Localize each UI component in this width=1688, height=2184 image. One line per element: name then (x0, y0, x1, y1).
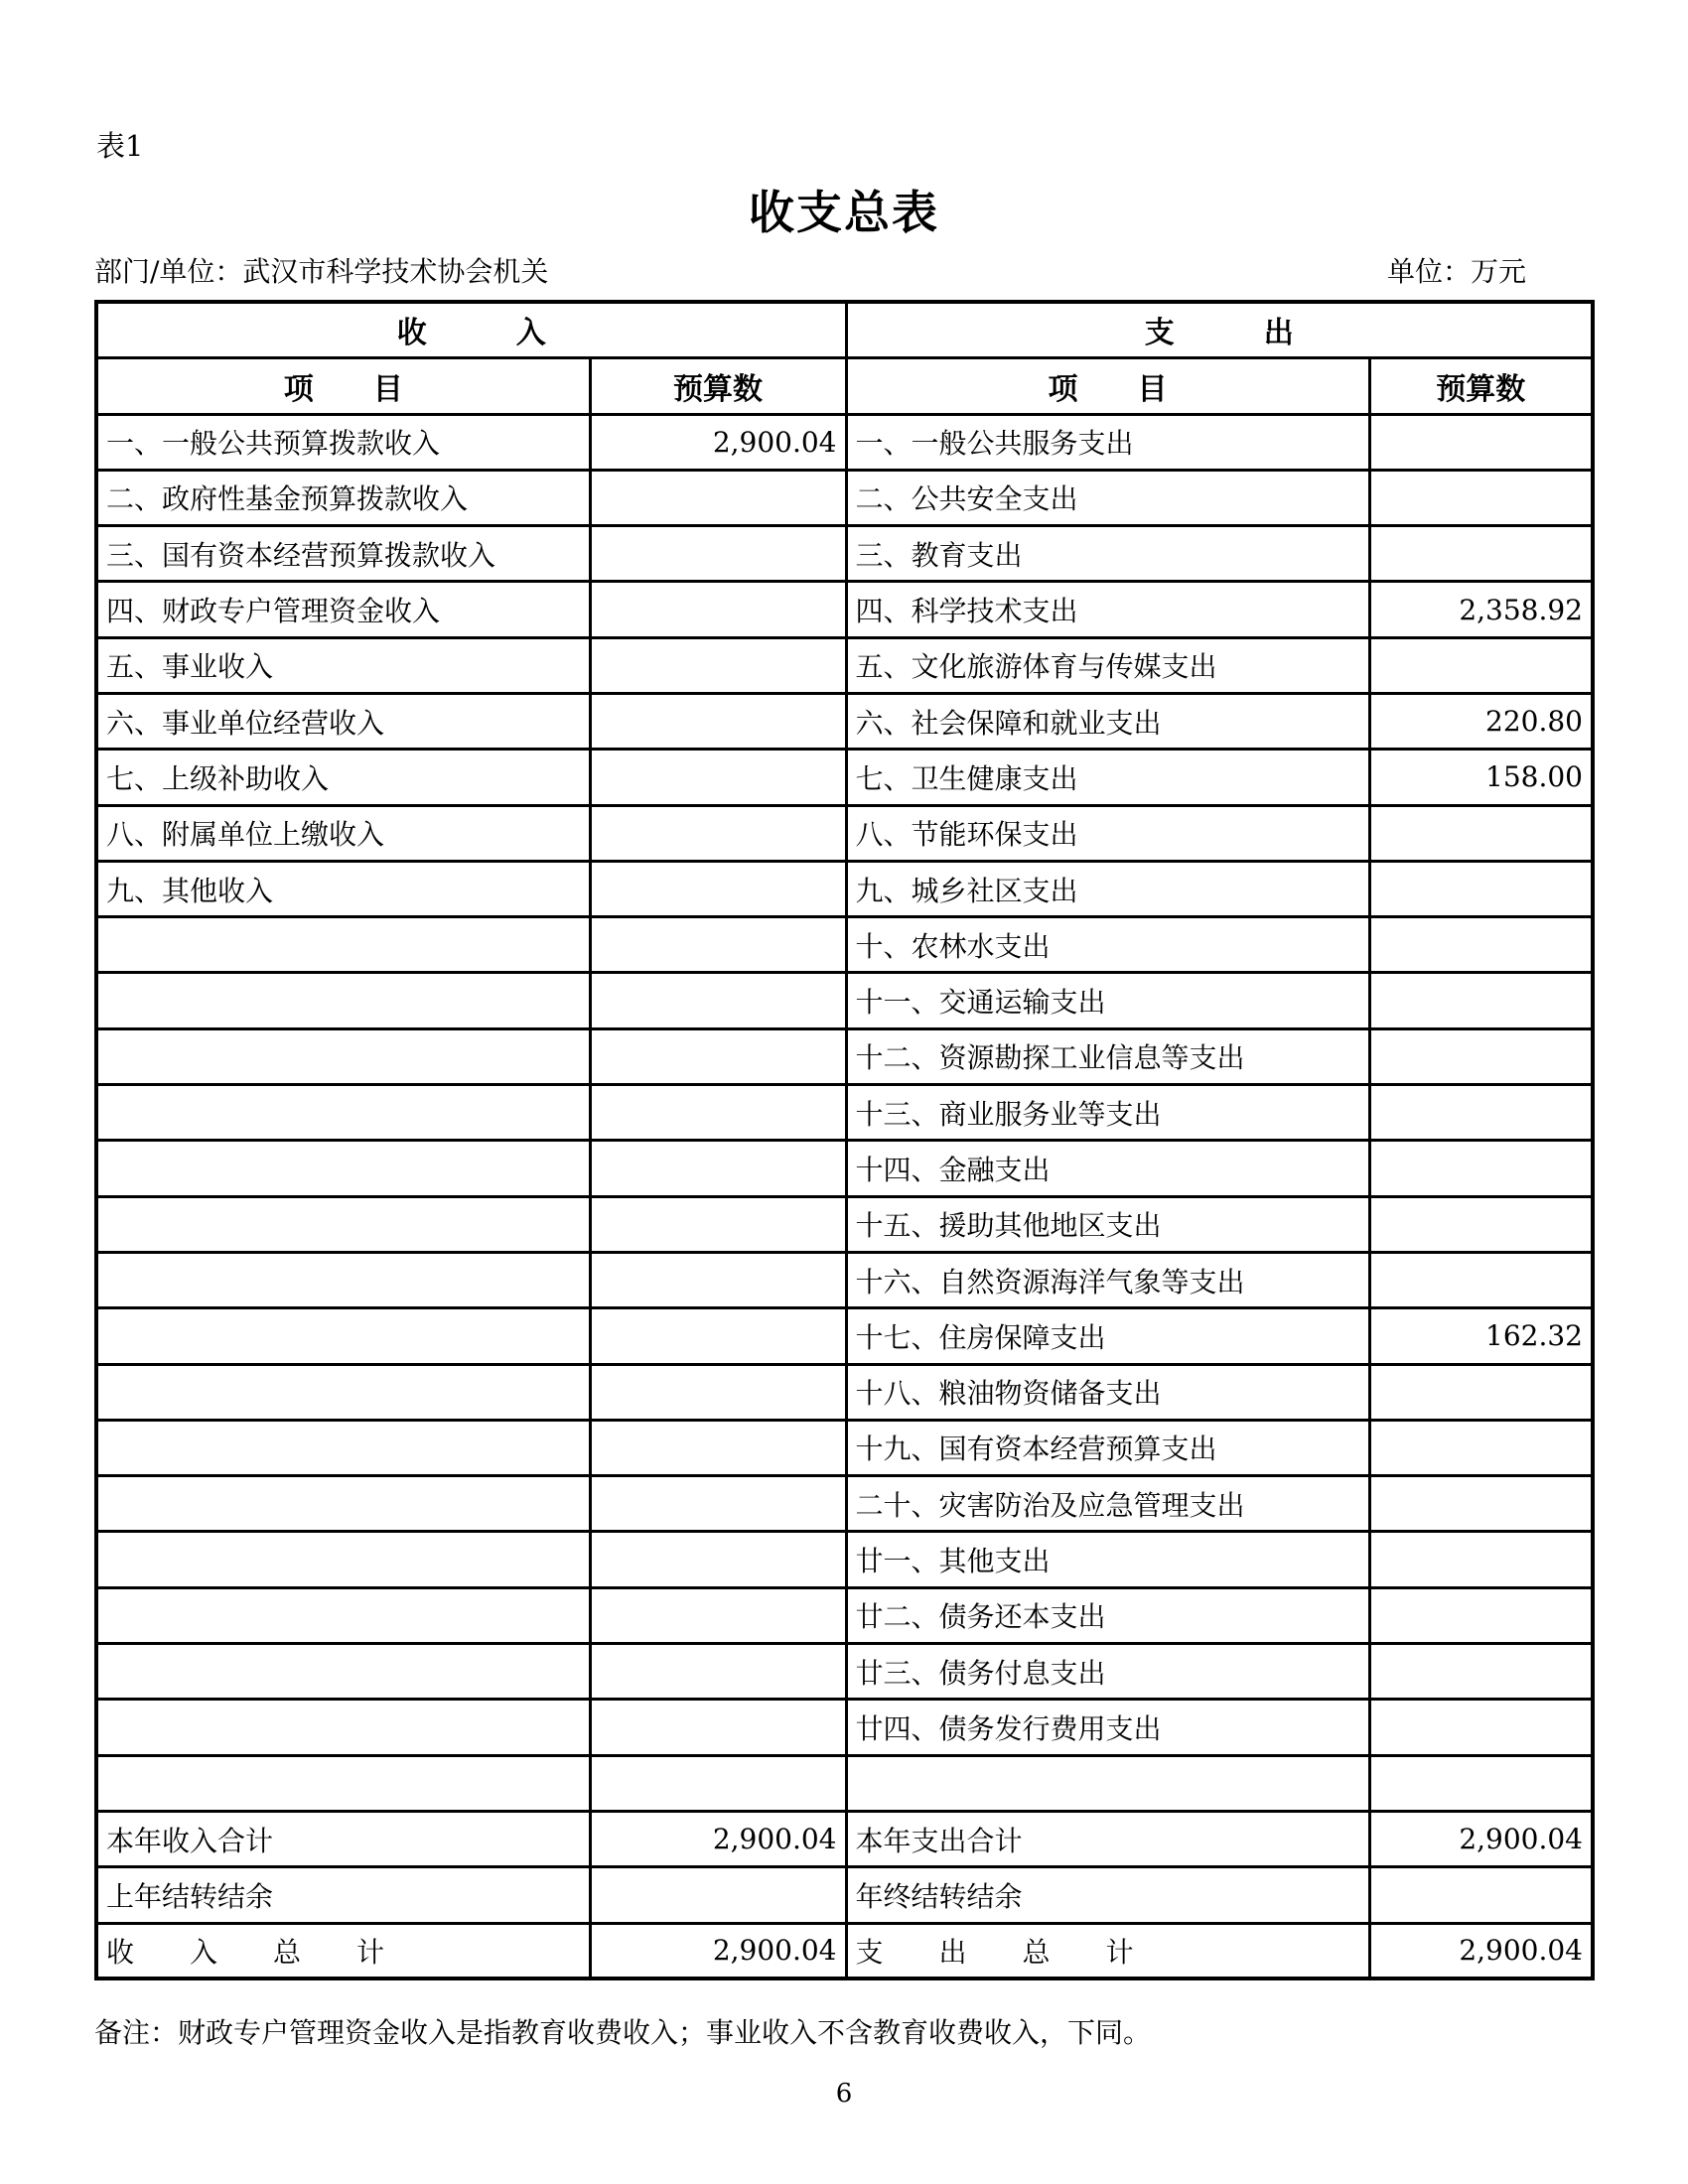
table-row (96, 1476, 1593, 1532)
table-row (96, 526, 1593, 582)
unit-label: 单位：万元 (1386, 255, 1526, 288)
income-value-cell (590, 1532, 846, 1587)
expense-value-cell (1369, 414, 1593, 470)
income-item-cell: 八、附属单位上缴收入 (96, 805, 590, 861)
table-row (96, 1028, 1593, 1084)
expense-value-cell (1369, 1476, 1593, 1532)
income-value-cell (590, 917, 846, 973)
income-value-cell (590, 1867, 846, 1923)
expense-item-cell: 十九、国有资本经营预算支出 (846, 1420, 1369, 1475)
income-item-cell (96, 1252, 590, 1307)
expense-value-cell (1369, 1420, 1593, 1475)
table-row (96, 1644, 1593, 1700)
table-body (96, 414, 1593, 1979)
expense-item-cell: 十三、商业服务业等支出 (846, 1085, 1369, 1141)
income-value-cell (590, 1308, 846, 1364)
page-number: 6 (835, 2079, 853, 2109)
expense-item-cell: 十六、自然资源海洋气象等支出 (846, 1252, 1369, 1307)
table-row (96, 1755, 1593, 1811)
expense-item-cell: 本年支出合计 (846, 1811, 1369, 1866)
income-item-cell: 三、国有资本经营预算拨款收入 (96, 526, 590, 582)
income-item-cell (96, 1196, 590, 1252)
expense-value-cell: 2,358.92 (1369, 582, 1593, 637)
expense-item-cell: 十一、交通运输支出 (846, 973, 1369, 1028)
table-row (96, 1811, 1593, 1866)
table-row (96, 917, 1593, 973)
income-item-cell (96, 1700, 590, 1755)
income-item-cell: 收 入 总 计 (96, 1923, 590, 1979)
table-row (96, 637, 1593, 693)
income-value-cell (590, 1700, 846, 1755)
income-item-cell: 二、政府性基金预算拨款收入 (96, 470, 590, 525)
expense-item-cell: 七、卫生健康支出 (846, 750, 1369, 805)
table-row (96, 693, 1593, 749)
expense-item-cell (846, 1755, 1369, 1811)
table-row (96, 1867, 1593, 1923)
expense-item-cell: 五、文化旅游体育与传媒支出 (846, 637, 1369, 693)
expense-value-cell (1369, 1028, 1593, 1084)
table-row (96, 861, 1593, 916)
expense-item-cell: 廿二、债务还本支出 (846, 1587, 1369, 1643)
expense-value-cell: 162.32 (1369, 1308, 1593, 1364)
expense-value-cell (1369, 470, 1593, 525)
expense-item-cell: 九、城乡社区支出 (846, 861, 1369, 916)
income-item-cell (96, 1028, 590, 1084)
expense-value-cell (1369, 805, 1593, 861)
expense-item-cell: 十四、金融支出 (846, 1141, 1369, 1196)
expense-value-cell (1369, 526, 1593, 582)
income-item-cell (96, 1420, 590, 1475)
income-item-cell (96, 1476, 590, 1532)
income-item-cell (96, 973, 590, 1028)
expense-item-cell: 廿三、债务付息支出 (846, 1644, 1369, 1700)
income-value-cell: 2,900.04 (590, 1811, 846, 1866)
budget-table (94, 300, 1595, 1980)
expense-item-cell: 廿一、其他支出 (846, 1532, 1369, 1587)
income-item-cell: 本年收入合计 (96, 1811, 590, 1866)
income-item-cell: 四、财政专户管理资金收入 (96, 582, 590, 637)
table-row (96, 414, 1593, 470)
expense-item-cell: 十、农林水支出 (846, 917, 1369, 973)
subtitle-row (94, 250, 1526, 290)
column-header-row (96, 357, 1593, 414)
income-value-cell (590, 1141, 846, 1196)
expense-item-cell: 二十、灾害防治及应急管理支出 (846, 1476, 1369, 1532)
table-row (96, 1252, 1593, 1307)
income-item-cell (96, 1755, 590, 1811)
income-value-cell (590, 637, 846, 693)
expense-section-header: 支 出 (846, 302, 1593, 357)
expense-value-cell (1369, 973, 1593, 1028)
expense-value-cell: 220.80 (1369, 693, 1593, 749)
income-value-cell (590, 1420, 846, 1475)
income-item-cell (96, 1141, 590, 1196)
expense-value-cell (1369, 1755, 1593, 1811)
expense-item-cell: 年终结转结余 (846, 1867, 1369, 1923)
table-row (96, 805, 1593, 861)
expense-value-cell (1369, 1364, 1593, 1420)
income-value-cell: 2,900.04 (590, 414, 846, 470)
table-row (96, 1364, 1593, 1420)
income-item-cell: 上年结转结余 (96, 1867, 590, 1923)
income-value-cell (590, 1644, 846, 1700)
income-item-cell (96, 1532, 590, 1587)
income-item-cell: 九、其他收入 (96, 861, 590, 916)
income-item-cell: 五、事业收入 (96, 637, 590, 693)
income-value-cell (590, 1755, 846, 1811)
table-row (96, 1420, 1593, 1475)
table-row (96, 1587, 1593, 1643)
expense-item-cell: 十八、粮油物资储备支出 (846, 1364, 1369, 1420)
expense-value-cell (1369, 1252, 1593, 1307)
expense-item-cell: 三、教育支出 (846, 526, 1369, 582)
expense-item-cell: 二、公共安全支出 (846, 470, 1369, 525)
table-row (96, 750, 1593, 805)
income-value-cell (590, 750, 846, 805)
income-value-cell (590, 693, 846, 749)
expense-value-cell (1369, 861, 1593, 916)
expense-value-cell (1369, 1141, 1593, 1196)
income-item-cell (96, 917, 590, 973)
income-value-cell (590, 973, 846, 1028)
table-row (96, 1308, 1593, 1364)
expense-item-cell: 十五、援助其他地区支出 (846, 1196, 1369, 1252)
income-item-cell (96, 1644, 590, 1700)
expense-budget-header: 预算数 (1369, 357, 1593, 414)
income-item-cell: 六、事业单位经营收入 (96, 693, 590, 749)
income-value-cell (590, 1085, 846, 1141)
section-header-row (96, 302, 1593, 357)
income-section-header: 收 入 (96, 302, 846, 357)
expense-value-cell: 158.00 (1369, 750, 1593, 805)
department-label: 部门/单位：武汉市科学技术协会机关 (94, 255, 549, 288)
income-value-cell (590, 1587, 846, 1643)
income-value-cell (590, 805, 846, 861)
income-item-cell (96, 1308, 590, 1364)
income-value-cell (590, 861, 846, 916)
income-value-cell (590, 582, 846, 637)
table-row (96, 582, 1593, 637)
table-row (96, 1700, 1593, 1755)
income-value-cell (590, 1364, 846, 1420)
income-value-cell (590, 1196, 846, 1252)
income-budget-header: 预算数 (590, 357, 846, 414)
expense-value-cell (1369, 1532, 1593, 1587)
table-row (96, 470, 1593, 525)
expense-value-cell (1369, 1196, 1593, 1252)
expense-item-cell: 支 出 总 计 (846, 1923, 1369, 1979)
expense-value-cell: 2,900.04 (1369, 1811, 1593, 1866)
expense-item-cell: 六、社会保障和就业支出 (846, 693, 1369, 749)
expense-item-cell: 四、科学技术支出 (846, 582, 1369, 637)
table-row (96, 1141, 1593, 1196)
expense-item-cell: 八、节能环保支出 (846, 805, 1369, 861)
income-item-cell (96, 1085, 590, 1141)
income-item-header: 项 目 (96, 357, 590, 414)
income-value-cell (590, 1476, 846, 1532)
income-value-cell: 2,900.04 (590, 1923, 846, 1979)
expense-item-cell: 十七、住房保障支出 (846, 1308, 1369, 1364)
table-label: 表1 (96, 129, 144, 163)
expense-value-cell (1369, 637, 1593, 693)
expense-value-cell (1369, 1867, 1593, 1923)
expense-value-cell (1369, 1085, 1593, 1141)
expense-value-cell (1369, 917, 1593, 973)
table-row (96, 1196, 1593, 1252)
table-row (96, 973, 1593, 1028)
income-value-cell (590, 470, 846, 525)
income-value-cell (590, 1252, 846, 1307)
table-row (96, 1923, 1593, 1979)
expense-item-header: 项 目 (846, 357, 1369, 414)
expense-item-cell: 廿四、债务发行费用支出 (846, 1700, 1369, 1755)
table-row (96, 1532, 1593, 1587)
expense-value-cell (1369, 1700, 1593, 1755)
income-item-cell (96, 1364, 590, 1420)
income-item-cell (96, 1587, 590, 1643)
income-value-cell (590, 526, 846, 582)
expense-item-cell: 一、一般公共服务支出 (846, 414, 1369, 470)
page-title: 收支总表 (749, 186, 939, 239)
footnote: 备注：财政专户管理资金收入是指教育收费收入；事业收入不含教育收费收入，下同。 (94, 2016, 1152, 2049)
income-item-cell: 七、上级补助收入 (96, 750, 590, 805)
income-item-cell: 一、一般公共预算拨款收入 (96, 414, 590, 470)
expense-value-cell: 2,900.04 (1369, 1923, 1593, 1979)
table-row (96, 1085, 1593, 1141)
income-value-cell (590, 1028, 846, 1084)
expense-value-cell (1369, 1587, 1593, 1643)
expense-value-cell (1369, 1644, 1593, 1700)
expense-item-cell: 十二、资源勘探工业信息等支出 (846, 1028, 1369, 1084)
